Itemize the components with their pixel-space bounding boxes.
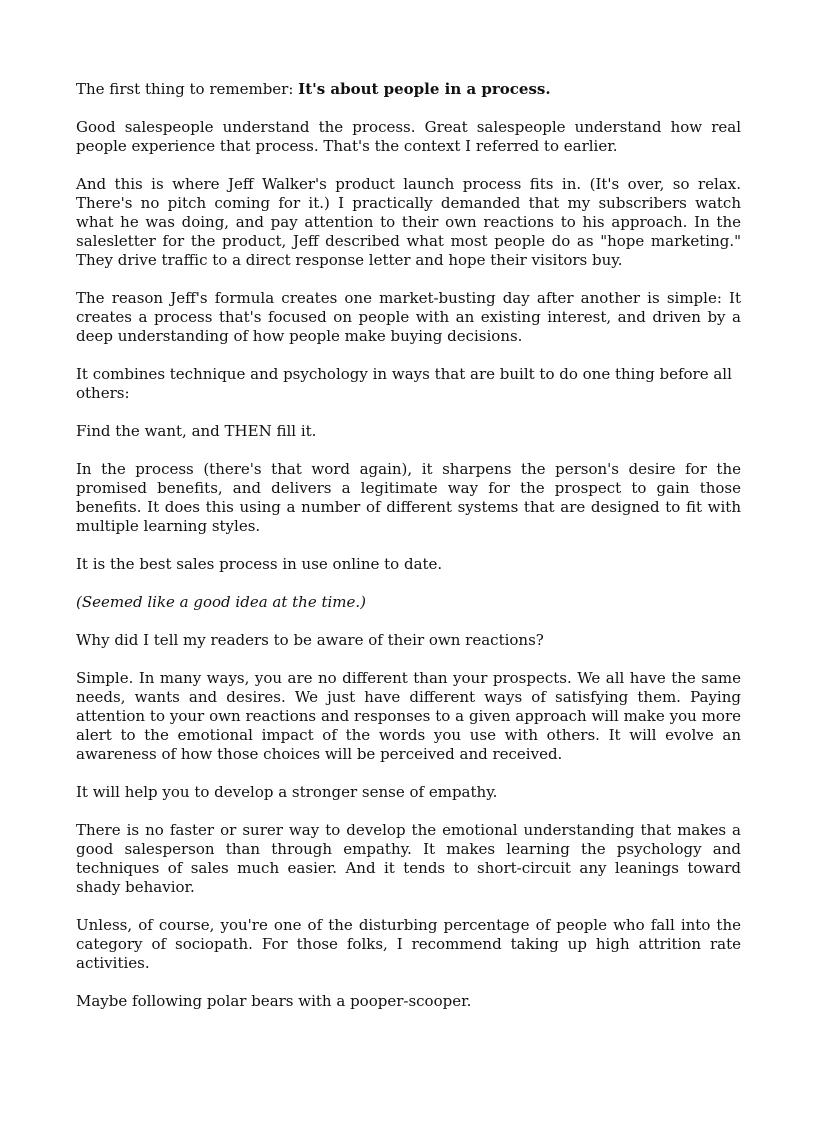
- paragraph-simple: Simple. In many ways, you are no different than your prospects. We all have the same needs, wants and desires. We just have different ways of satisfying them. Paying attention to your own reactions and responses to a given approach will make you more alert to the emotional impact of the words you use with others. It will evolve an awareness of how those choices will be perceived and received.: [76, 669, 741, 763]
- paragraph-empathy: It will help you to develop a stronger sense of empathy.: [76, 783, 498, 801]
- intro-prefix: The first thing to remember:: [76, 80, 299, 98]
- paragraph-polar-bears: Maybe following polar bears with a pooper-scooper.: [76, 992, 472, 1010]
- paragraph-jeff-walker: And this is where Jeff Walker's product launch process fits in. (It's over, so relax. There's no pitch coming for it.) I practically demanded that my subscribers watch what he was doing, and pay attention to their own reactions to his approach. In the salesletter for the product, Jeff described what most people do as "hope marketing." They drive traffic to a direct response letter and hope their visitors buy.: [76, 175, 741, 269]
- paragraph-in-the-process: In the process (there's that word again), it sharpens the person's desire for the promised benefits, and delivers a legitimate way for the prospect to gain those benefits. It does this using a number of different systems that are designed to fit with multiple learning styles.: [76, 460, 741, 535]
- paragraph-find-the-want: Find the want, and THEN fill it.: [76, 422, 317, 440]
- document-page: [76, 80, 741, 1030]
- paragraph-best-process: It is the best sales process in use online to date.: [76, 555, 443, 573]
- paragraph-question: Why did I tell my readers to be aware of their own reactions?: [76, 631, 544, 649]
- paragraph-aside: (Seemed like a good idea at the time.): [76, 593, 367, 611]
- paragraph-sociopath: Unless, of course, you're one of the disturbing percentage of people who fall into the category of sociopath. For those folks, I recommend taking up high attrition rate activities.: [76, 916, 741, 972]
- paragraph-no-faster-way: There is no faster or surer way to develop the emotional understanding that makes a good salesperson than through empathy. It makes learning the psychology and techniques of sales much easier. And it tends to short-circuit any leanings toward shady behavior.: [76, 821, 741, 896]
- intro-paragraph: [76, 80, 741, 99]
- intro-emphasis: It's about people in a process.: [298, 80, 551, 98]
- paragraph-formula: The reason Jeff's formula creates one market-busting day after another is simple: It creates a process that's focused on people with an existing interest, and driven by a deep understanding of how people make buying decisions.: [76, 289, 741, 345]
- paragraph-salespeople: Good salespeople understand the process. Great salespeople understand how real people experience that process. That's the context I referred to earlier.: [76, 118, 741, 155]
- paragraph-technique: It combines technique and psychology in ways that are built to do one thing before all others:: [76, 365, 732, 402]
